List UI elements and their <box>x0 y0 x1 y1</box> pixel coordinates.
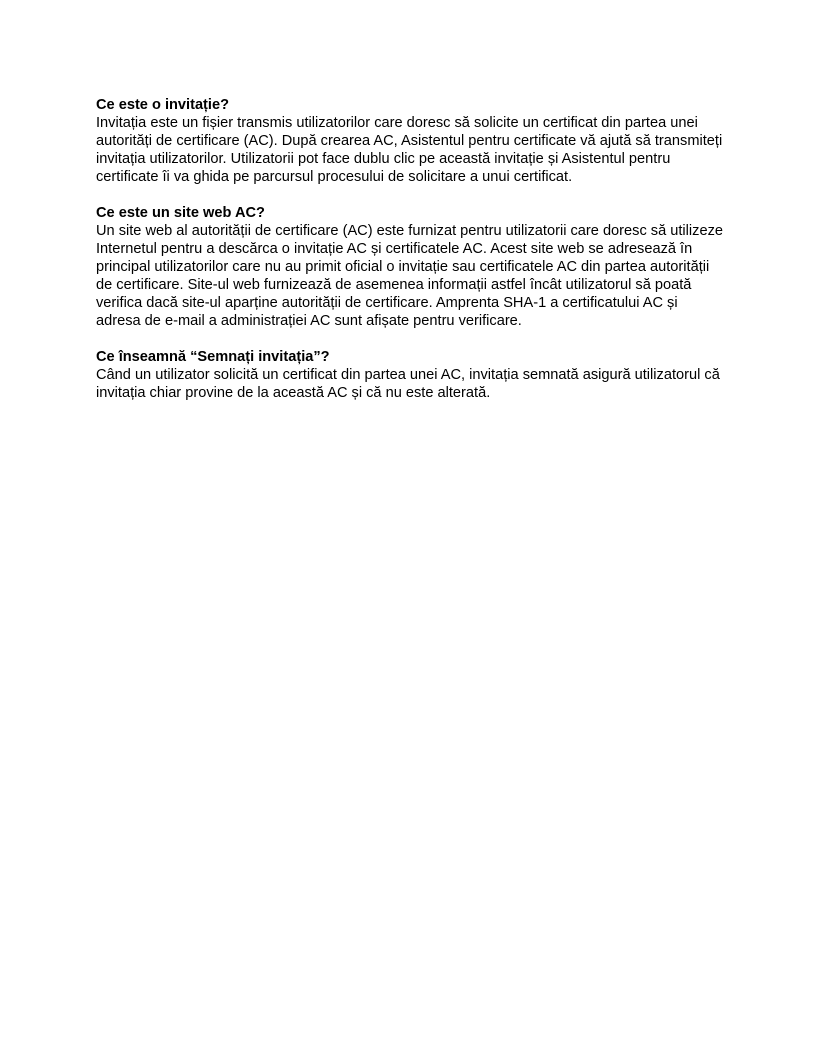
section-body: Invitația este un fișier transmis utilizatorilor care doresc să solicite un certificat din partea unei autorități de certificare (AC). După crearea AC, Asistentul pentru certificate vă ajută să transmiteți invitația utilizatorilor. Utilizatorii pot face dublu clic pe această invitație și Asistentul pentru certificate îi va ghida pe parcursul procesului de solicitare a unui certificat. <box>96 115 723 185</box>
section-heading: Ce este un site web AC? <box>96 205 265 221</box>
section-body: Când un utilizator solicită un certificat din partea unei AC, invitația semnată asigură utilizatorul că invitația chiar provine de la această AC și că nu este alterată. <box>96 367 720 401</box>
faq-section-ca-website <box>96 204 726 330</box>
section-heading: Ce este o invitație? <box>96 97 230 113</box>
section-heading: Ce înseamnă “Semnați invitația”? <box>96 349 330 365</box>
section-body: Un site web al autorității de certificare (AC) este furnizat pentru utilizatorii care doresc să utilizeze Internetul pentru a descărca o invitație AC și certificatele AC. Acest site web se adresează în principal utilizatorilor care nu au primit oficial o invitație sau certificatele AC din partea autorității de certificare. Site-ul web furnizează de asemenea informații astfel încât utilizatorul să poată verifica dacă site-ul aparține autorității de certificare. Amprenta SHA-1 a certificatului AC și adresa de e-mail a administrației AC sunt afișate pentru verificare. <box>96 223 723 329</box>
document-page <box>96 96 726 420</box>
faq-section-sign-invitation <box>96 348 726 402</box>
faq-section-invitation <box>96 96 726 186</box>
